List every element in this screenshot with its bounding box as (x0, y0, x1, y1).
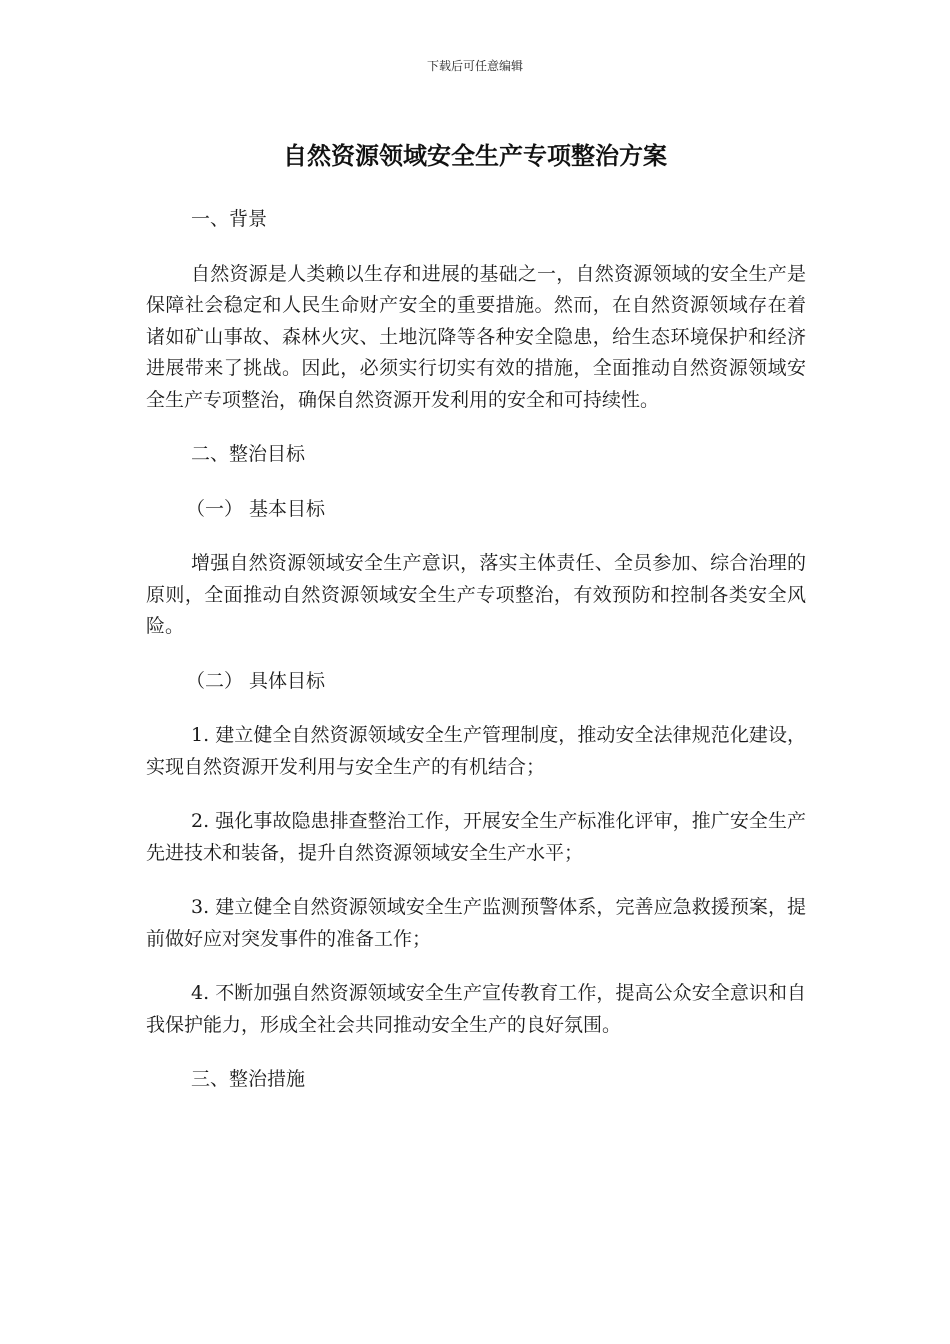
section-heading-goals: 二、整治目标 (191, 443, 306, 465)
subheading-basic-goals: （一） 基本目标 (186, 497, 326, 520)
background-paragraph: 自然资源是人类赖以生存和进展的基础之一，自然资源领域的安全生产是保障社会稳定和人民生命财产安全的重要措施。然而，在自然资源领域存在着诸如矿山事故、森林火灾、土地沉降等各种安全隐患，给生态环境保护和经济进展带来了挑战。因此，必须实行切实有效的措施，全面推动自然资源领域安全生产专项整治，确保自然资源开发利用的安全和可持续性。 (146, 262, 806, 411)
goal-item-3: 3. 建立健全自然资源领域安全生产监测预警体系，完善应急救援预案，提前做好应对突发事件的准备工作； (146, 896, 806, 950)
document-body (146, 204, 806, 1096)
section-heading-background: 一、背景 (191, 208, 268, 230)
basic-goals-paragraph: 增强自然资源领域安全生产意识，落实主体责任、全员参加、综合治理的原则，全面推动自然资源领域安全生产专项整治，有效预防和控制各类安全风险。 (146, 552, 806, 637)
goal-item-4: 4. 不断加强自然资源领域安全生产宣传教育工作，提高公众安全意识和自我保护能力，形成全社会共同推动安全生产的良好氛围。 (146, 982, 806, 1036)
section-heading-measures: 三、整治措施 (191, 1068, 306, 1090)
goal-item-1: 1. 建立健全自然资源领域安全生产管理制度，推动安全法律规范化建设，实现自然资源开发利用与安全生产的有机结合； (146, 724, 806, 778)
document-title: 自然资源领域安全生产专项整治方案 (283, 142, 667, 170)
page-header: 下载后可任意编辑 (426, 59, 523, 73)
goal-item-2: 2. 强化事故隐患排查整治工作，开展安全生产标准化评审，推广安全生产先进技术和装备，提升自然资源领域安全生产水平； (146, 810, 806, 864)
subheading-specific-goals: （二） 具体目标 (186, 669, 326, 692)
